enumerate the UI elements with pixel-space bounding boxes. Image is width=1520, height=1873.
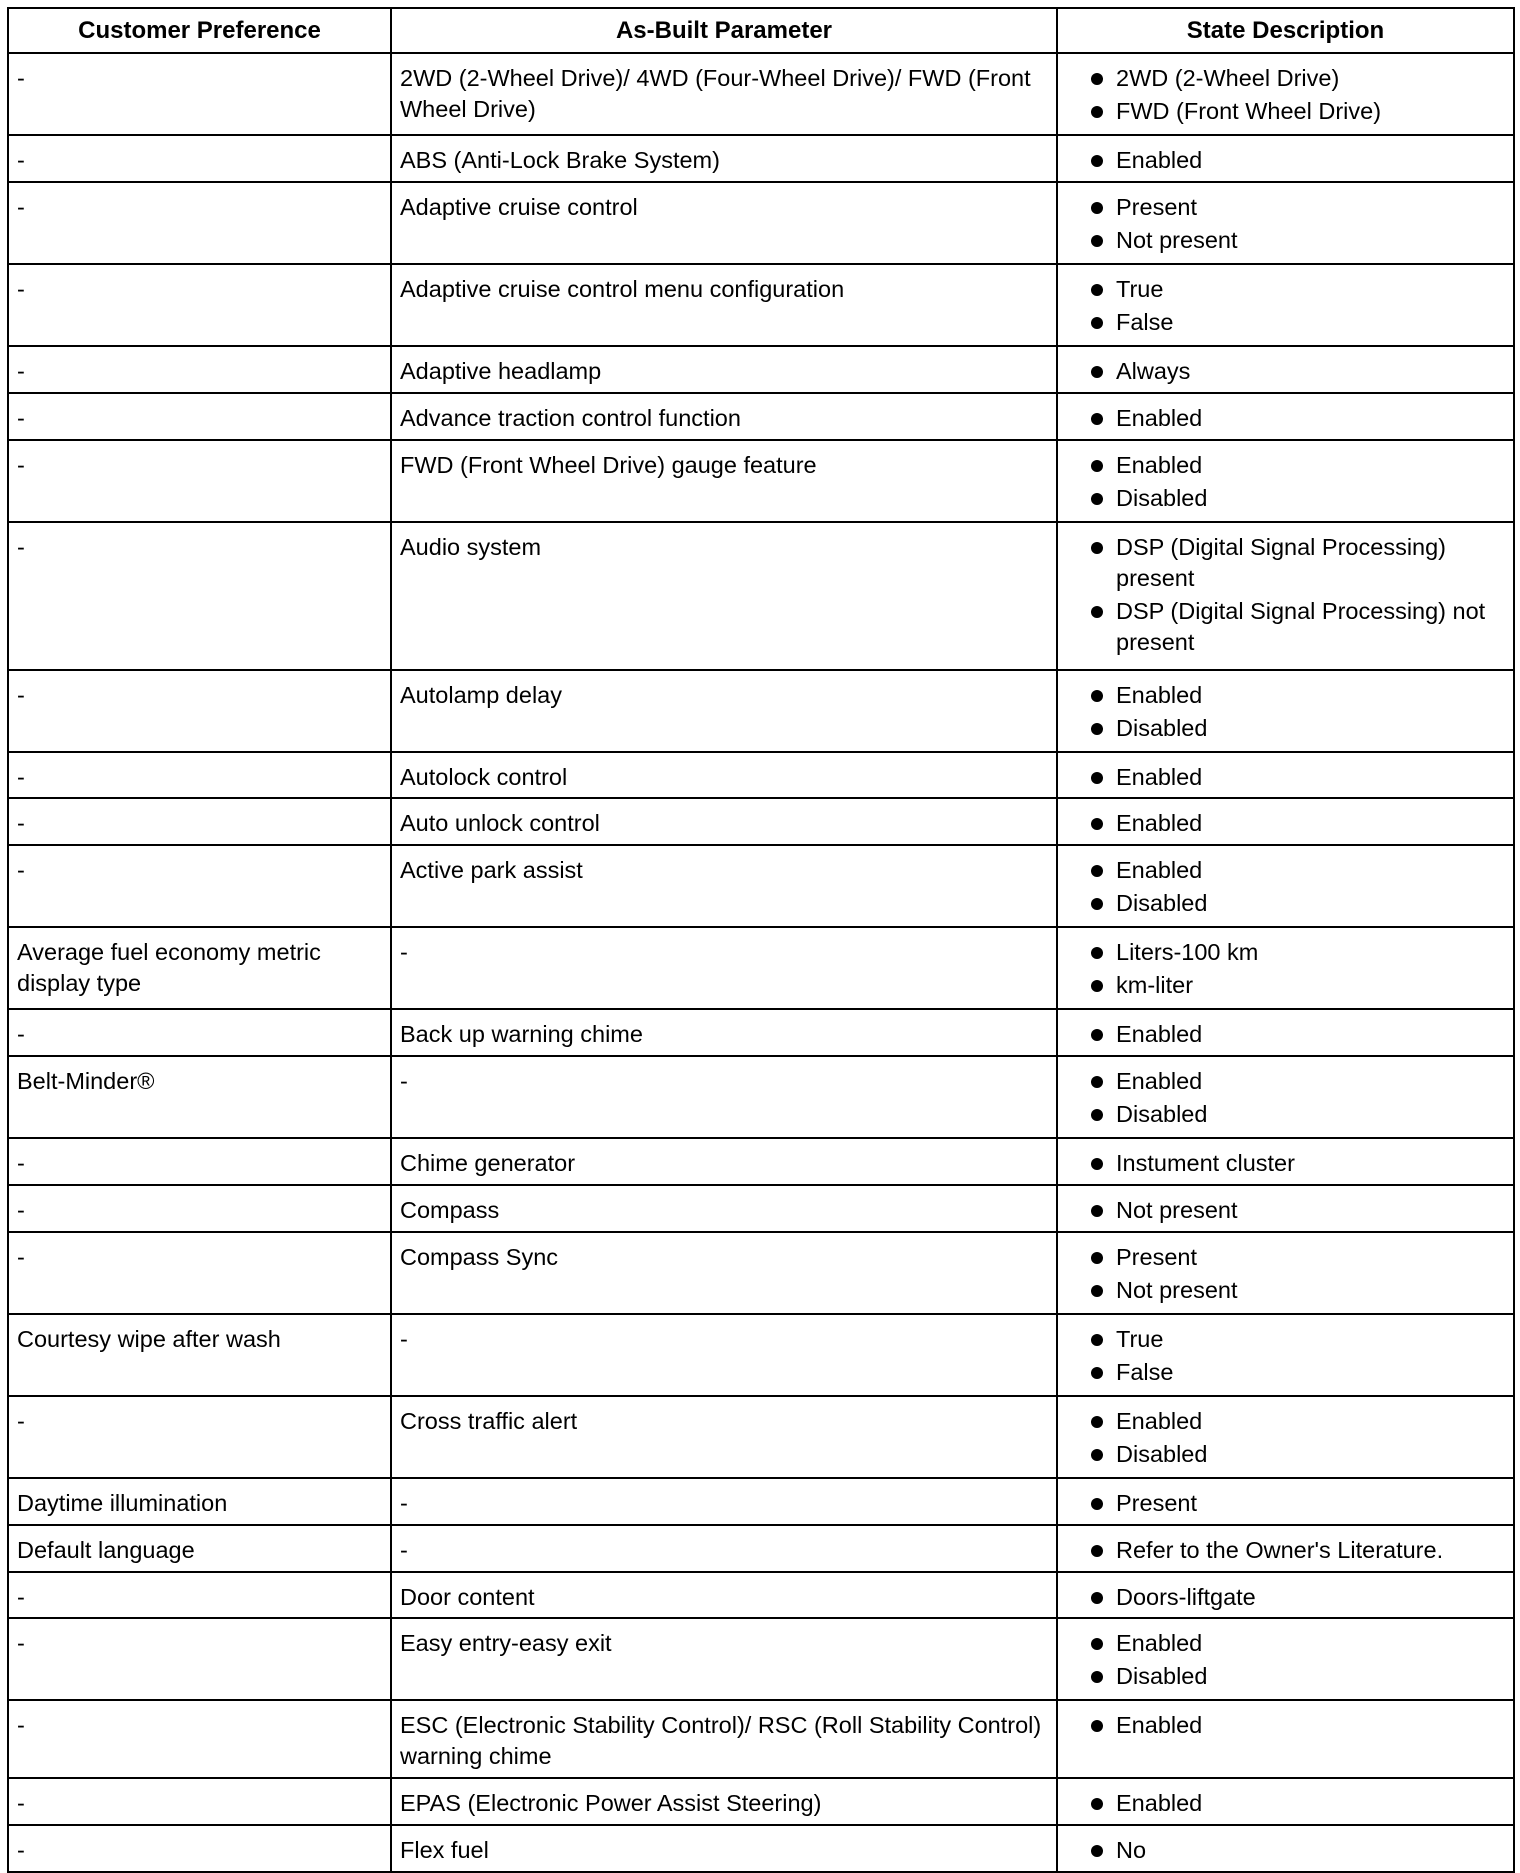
- state-list: [1066, 145, 1505, 176]
- customer-preference-cell: -: [8, 752, 391, 799]
- state-description-cell: [1057, 1396, 1514, 1478]
- table-row: [8, 1138, 1514, 1185]
- state-description-cell: [1057, 1572, 1514, 1619]
- as-built-parameter-cell: Cross traffic alert: [391, 1396, 1057, 1478]
- customer-preference-cell: -: [8, 845, 391, 927]
- as-built-parameter-cell: Adaptive cruise control: [391, 182, 1057, 264]
- state-item: km-liter: [1066, 970, 1505, 1001]
- table-row: [8, 1009, 1514, 1056]
- state-item: Liters-100 km: [1066, 937, 1505, 968]
- state-list: [1066, 1148, 1505, 1179]
- state-item: Instument cluster: [1066, 1148, 1505, 1179]
- state-description-cell: [1057, 182, 1514, 264]
- table-row: [8, 1825, 1514, 1872]
- state-list: [1066, 1019, 1505, 1050]
- state-item: Disabled: [1066, 483, 1505, 514]
- state-item: Enabled: [1066, 1788, 1505, 1819]
- state-item: Not present: [1066, 225, 1505, 256]
- table-body: [8, 53, 1514, 1872]
- state-description-cell: [1057, 393, 1514, 440]
- table-row: [8, 670, 1514, 752]
- as-built-parameter-cell: Easy entry-easy exit: [391, 1618, 1057, 1700]
- state-list: [1066, 1324, 1505, 1388]
- as-built-parameter-cell: Adaptive headlamp: [391, 346, 1057, 393]
- state-item: Enabled: [1066, 1628, 1505, 1659]
- state-item: Enabled: [1066, 403, 1505, 434]
- state-item: Not present: [1066, 1275, 1505, 1306]
- table-row: [8, 1056, 1514, 1138]
- state-item: Enabled: [1066, 1710, 1505, 1741]
- as-built-parameter-cell: Active park assist: [391, 845, 1057, 927]
- state-description-cell: [1057, 1009, 1514, 1056]
- state-item: Enabled: [1066, 450, 1505, 481]
- as-built-parameter-cell: 2WD (2-Wheel Drive)/ 4WD (Four-Wheel Drive)/ FWD (Front Wheel Drive): [391, 53, 1057, 135]
- state-description-cell: [1057, 1825, 1514, 1872]
- customer-preference-cell: -: [8, 1825, 391, 1872]
- as-built-parameter-cell: EPAS (Electronic Power Assist Steering): [391, 1778, 1057, 1825]
- customer-preference-cell: -: [8, 1618, 391, 1700]
- state-item: Disabled: [1066, 1661, 1505, 1692]
- state-list: [1066, 1406, 1505, 1470]
- as-built-parameter-cell: Door content: [391, 1572, 1057, 1619]
- state-item: 2WD (2-Wheel Drive): [1066, 63, 1505, 94]
- customer-preference-cell: -: [8, 1009, 391, 1056]
- customer-preference-cell: Default language: [8, 1525, 391, 1572]
- table-row: [8, 1525, 1514, 1572]
- as-built-parameter-cell: Autolamp delay: [391, 670, 1057, 752]
- state-list: [1066, 762, 1505, 793]
- state-description-cell: [1057, 135, 1514, 182]
- state-item: Present: [1066, 1242, 1505, 1273]
- state-list: [1066, 532, 1505, 658]
- table-row: [8, 1232, 1514, 1314]
- customer-preference-cell: -: [8, 1778, 391, 1825]
- state-description-cell: [1057, 1700, 1514, 1778]
- state-description-cell: [1057, 1232, 1514, 1314]
- state-description-cell: [1057, 798, 1514, 845]
- header-state-description: State Description: [1057, 8, 1514, 53]
- table-row: [8, 1572, 1514, 1619]
- table-row: [8, 1778, 1514, 1825]
- state-description-cell: [1057, 522, 1514, 670]
- customer-preference-cell: -: [8, 1138, 391, 1185]
- table-row: [8, 393, 1514, 440]
- state-item: Not present: [1066, 1195, 1505, 1226]
- as-built-parameter-cell: ABS (Anti-Lock Brake System): [391, 135, 1057, 182]
- state-description-cell: [1057, 1478, 1514, 1525]
- as-built-parameter-table: [7, 7, 1515, 1873]
- as-built-parameter-cell: -: [391, 1056, 1057, 1138]
- as-built-parameter-cell: -: [391, 1314, 1057, 1396]
- state-item: Enabled: [1066, 145, 1505, 176]
- customer-preference-cell: -: [8, 182, 391, 264]
- state-item: Enabled: [1066, 1406, 1505, 1437]
- state-item: Doors-liftgate: [1066, 1582, 1505, 1613]
- table-row: [8, 1700, 1514, 1778]
- state-description-cell: [1057, 264, 1514, 346]
- state-list: [1066, 1788, 1505, 1819]
- table-row: [8, 264, 1514, 346]
- state-item: True: [1066, 274, 1505, 305]
- state-list: [1066, 1582, 1505, 1613]
- state-item: Disabled: [1066, 1099, 1505, 1130]
- state-item: Enabled: [1066, 1066, 1505, 1097]
- state-description-cell: [1057, 1138, 1514, 1185]
- state-item: Enabled: [1066, 680, 1505, 711]
- customer-preference-cell: -: [8, 1700, 391, 1778]
- state-item: Disabled: [1066, 888, 1505, 919]
- state-item: DSP (Digital Signal Processing) not present: [1066, 596, 1505, 658]
- customer-preference-cell: -: [8, 522, 391, 670]
- as-built-parameter-cell: Advance traction control function: [391, 393, 1057, 440]
- state-item: FWD (Front Wheel Drive): [1066, 96, 1505, 127]
- state-description-cell: [1057, 927, 1514, 1009]
- state-description-cell: [1057, 346, 1514, 393]
- customer-preference-cell: -: [8, 670, 391, 752]
- state-list: [1066, 1628, 1505, 1692]
- as-built-parameter-cell: Audio system: [391, 522, 1057, 670]
- as-built-parameter-cell: Compass Sync: [391, 1232, 1057, 1314]
- state-description-cell: [1057, 53, 1514, 135]
- state-item: Refer to the Owner's Literature.: [1066, 1535, 1505, 1566]
- state-list: [1066, 192, 1505, 256]
- table-row: [8, 1185, 1514, 1232]
- state-list: [1066, 450, 1505, 514]
- state-description-cell: [1057, 670, 1514, 752]
- table-row: [8, 440, 1514, 522]
- customer-preference-cell: -: [8, 1572, 391, 1619]
- state-item: Disabled: [1066, 713, 1505, 744]
- state-item: Present: [1066, 192, 1505, 223]
- table-row: [8, 346, 1514, 393]
- customer-preference-cell: -: [8, 135, 391, 182]
- state-list: [1066, 1488, 1505, 1519]
- table-header-row: [8, 8, 1514, 53]
- state-list: [1066, 808, 1505, 839]
- state-list: [1066, 1066, 1505, 1130]
- state-description-cell: [1057, 752, 1514, 799]
- table-row: [8, 1396, 1514, 1478]
- state-list: [1066, 1535, 1505, 1566]
- state-list: [1066, 1835, 1505, 1866]
- customer-preference-cell: -: [8, 1232, 391, 1314]
- table-row: [8, 798, 1514, 845]
- customer-preference-cell: -: [8, 393, 391, 440]
- as-built-parameter-cell: -: [391, 1525, 1057, 1572]
- table-row: [8, 1478, 1514, 1525]
- state-list: [1066, 1710, 1505, 1741]
- state-description-cell: [1057, 1525, 1514, 1572]
- header-as-built-parameter: As-Built Parameter: [391, 8, 1057, 53]
- state-item: DSP (Digital Signal Processing) present: [1066, 532, 1505, 594]
- state-list: [1066, 680, 1505, 744]
- state-list: [1066, 63, 1505, 127]
- state-list: [1066, 1242, 1505, 1306]
- state-item: Always: [1066, 356, 1505, 387]
- as-built-parameter-cell: -: [391, 927, 1057, 1009]
- customer-preference-cell: -: [8, 1185, 391, 1232]
- as-built-parameter-cell: Chime generator: [391, 1138, 1057, 1185]
- table-row: [8, 182, 1514, 264]
- state-description-cell: [1057, 1618, 1514, 1700]
- customer-preference-cell: Daytime illumination: [8, 1478, 391, 1525]
- state-item: No: [1066, 1835, 1505, 1866]
- table-row: [8, 752, 1514, 799]
- state-item: True: [1066, 1324, 1505, 1355]
- customer-preference-cell: -: [8, 53, 391, 135]
- as-built-parameter-cell: Back up warning chime: [391, 1009, 1057, 1056]
- state-description-cell: [1057, 440, 1514, 522]
- customer-preference-cell: -: [8, 346, 391, 393]
- table-row: [8, 1314, 1514, 1396]
- state-list: [1066, 1195, 1505, 1226]
- as-built-parameter-cell: Autolock control: [391, 752, 1057, 799]
- state-item: Enabled: [1066, 1019, 1505, 1050]
- customer-preference-cell: -: [8, 798, 391, 845]
- customer-preference-cell: -: [8, 264, 391, 346]
- header-customer-preference: Customer Preference: [8, 8, 391, 53]
- state-description-cell: [1057, 1185, 1514, 1232]
- state-item: False: [1066, 307, 1505, 338]
- customer-preference-cell: Belt-Minder®: [8, 1056, 391, 1138]
- as-built-parameter-cell: Adaptive cruise control menu configuration: [391, 264, 1057, 346]
- customer-preference-cell: Courtesy wipe after wash: [8, 1314, 391, 1396]
- table-row: [8, 845, 1514, 927]
- state-item: Disabled: [1066, 1439, 1505, 1470]
- customer-preference-cell: -: [8, 1396, 391, 1478]
- state-description-cell: [1057, 1778, 1514, 1825]
- as-built-parameter-cell: Auto unlock control: [391, 798, 1057, 845]
- as-built-parameter-cell: ESC (Electronic Stability Control)/ RSC (Roll Stability Control) warning chime: [391, 1700, 1057, 1778]
- as-built-parameter-cell: FWD (Front Wheel Drive) gauge feature: [391, 440, 1057, 522]
- as-built-parameter-cell: -: [391, 1478, 1057, 1525]
- state-list: [1066, 855, 1505, 919]
- state-list: [1066, 937, 1505, 1001]
- table-row: [8, 1618, 1514, 1700]
- state-list: [1066, 274, 1505, 338]
- state-description-cell: [1057, 1314, 1514, 1396]
- state-item: Enabled: [1066, 762, 1505, 793]
- state-description-cell: [1057, 845, 1514, 927]
- state-list: [1066, 356, 1505, 387]
- state-item: Present: [1066, 1488, 1505, 1519]
- as-built-parameter-cell: Compass: [391, 1185, 1057, 1232]
- customer-preference-cell: Average fuel economy metric display type: [8, 927, 391, 1009]
- state-description-cell: [1057, 1056, 1514, 1138]
- table-row: [8, 522, 1514, 670]
- state-item: Enabled: [1066, 855, 1505, 886]
- state-item: Enabled: [1066, 808, 1505, 839]
- as-built-parameter-cell: Flex fuel: [391, 1825, 1057, 1872]
- table-row: [8, 53, 1514, 135]
- state-list: [1066, 403, 1505, 434]
- table-row: [8, 927, 1514, 1009]
- state-item: False: [1066, 1357, 1505, 1388]
- table-row: [8, 135, 1514, 182]
- customer-preference-cell: -: [8, 440, 391, 522]
